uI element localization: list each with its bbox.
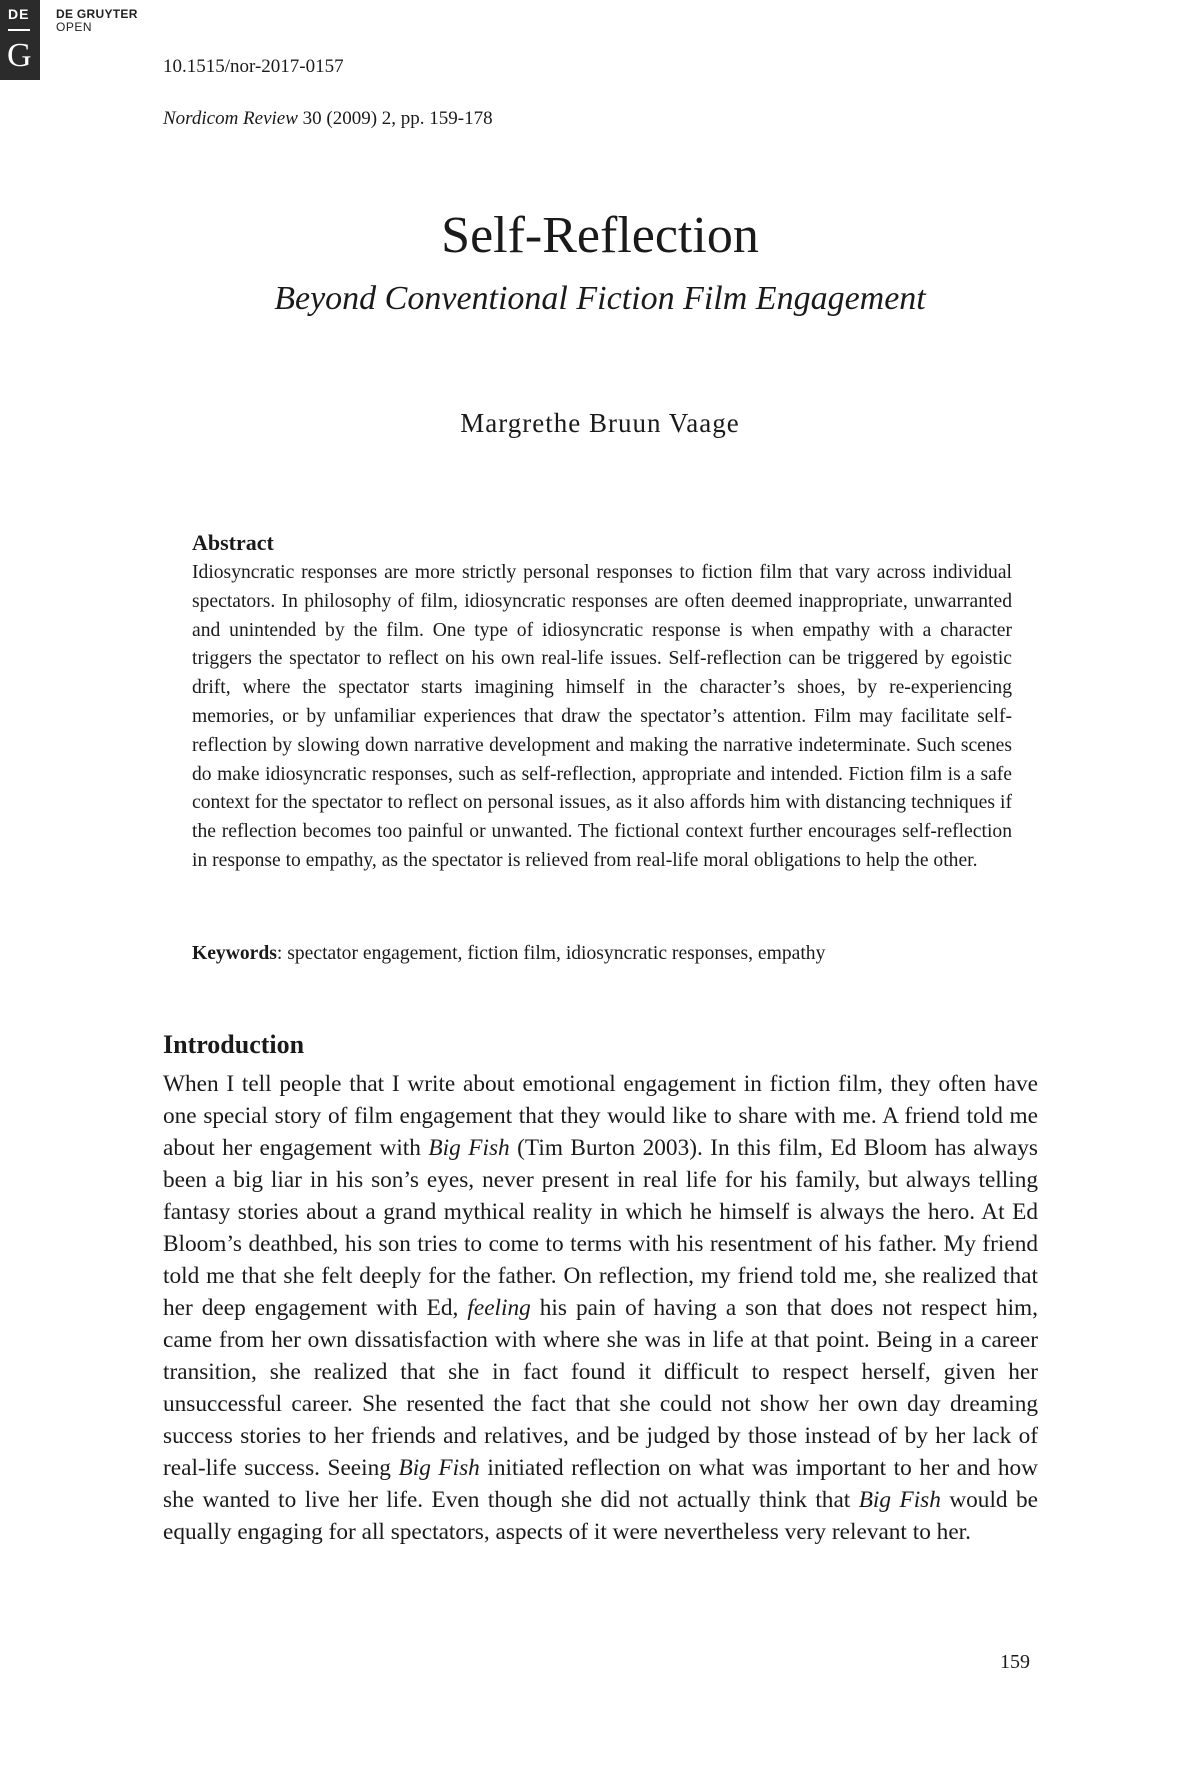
intro-text-part: would be equally engaging for all spectators, aspects of it were nevertheless very relevant to her. — [163, 1487, 1038, 1545]
keywords-list: : spectator engagement, fiction film, idiosyncratic responses, empathy — [276, 943, 826, 964]
publisher-name-block — [56, 8, 138, 34]
journal-name: Nordicom Review — [163, 108, 298, 129]
introduction-paragraph — [163, 1068, 1038, 1548]
film-title-italic: Big Fish — [428, 1135, 510, 1161]
article-title: Self-Reflection — [441, 207, 759, 264]
keywords — [192, 940, 1012, 968]
intro-text-part: (Tim Burton 2003). In this film, Ed Bloom has always been a big liar in his son’s eyes, never present in real life for his family, but always telling fantasy stories about a grand mythical reality in which he himself is always the hero. At Ed Bloom’s deathbed, his son tries to come to terms with his resentment of his father. My friend told me that she felt deeply for the father. On reflection, my friend told me, she realized that her deep engagement with Ed, — [163, 1135, 1038, 1321]
article-subtitle: Beyond Conventional Fiction Film Engagement — [274, 280, 926, 317]
section-heading-introduction: Introduction — [163, 1030, 305, 1059]
page-number: 159 — [1000, 1651, 1030, 1673]
emphasis-italic: feeling — [467, 1295, 531, 1321]
journal-details: 30 (2009) 2, pp. 159-178 — [297, 108, 493, 129]
intro-text-part: his pain of having a son that does not respect him, came from her own dissatisfaction with where she was in life at that point. Being in a career transition, she realized that she in fact found it difficult to respect herself, given her unsuccessful career. She resented the fact that she could not show her own day dreaming success stories to her friends and relatives, and be judged by those instead of by her lack of real-life success. Seeing — [163, 1295, 1038, 1481]
intro-text-part: initiated reflection on what was important to her and how she wanted to live her life. Even though she did not actually think that — [163, 1455, 1038, 1513]
film-title-italic: Big Fish — [398, 1455, 480, 1481]
logo-g-text: G — [7, 37, 32, 74]
abstract-text: Idiosyncratic responses are more strictly personal responses to fiction film that vary across individual spectators. In philosophy of film, idiosyncratic responses are often deemed inappropriate, unwarranted and unintended by the film. One type of idiosyncratic response is when empathy with a character triggers the spectator to reflect on his own real-life issues. Self-reflection can be triggered by egoistic drift, where the spectator starts imagining himself in the character’s shoes, by re-experiencing memories, or by unfamiliar experiences that draw the spectator’s attention. Film may facilitate self-reflection by slowing down narrative development and making the narrative indeterminate. Such scenes do make idiosyncratic responses, such as self-reflection, appropriate and intended. Fiction film is a safe context for the spectator to reflect on personal issues, as it also affords him with distancing techniques if the reflection becomes too painful or unwanted. The fictional context further encourages self-reflection in response to empathy, as the spectator is relieved from real-life moral obligations to help the other. — [192, 562, 1012, 871]
keywords-label: Keywords — [192, 943, 277, 964]
logo-de-text: DE — [8, 6, 30, 22]
logo-divider — [8, 29, 30, 31]
doi: 10.1515/nor-2017-0157 — [163, 56, 344, 77]
publisher-name: DE GRUYTER — [56, 7, 138, 21]
film-title-italic: Big Fish — [858, 1487, 941, 1513]
publisher-sub: OPEN — [56, 20, 93, 34]
abstract-heading: Abstract — [192, 530, 274, 555]
publisher-logo — [0, 0, 40, 80]
author-name: Margrethe Bruun Vaage — [460, 408, 740, 438]
intro-text-part: When I tell people that I write about emotional engagement in fiction film, they often have one special story of film engagement that they would like to share with me. A friend told me about her engagement with — [163, 1071, 1038, 1161]
journal-citation — [163, 108, 493, 130]
